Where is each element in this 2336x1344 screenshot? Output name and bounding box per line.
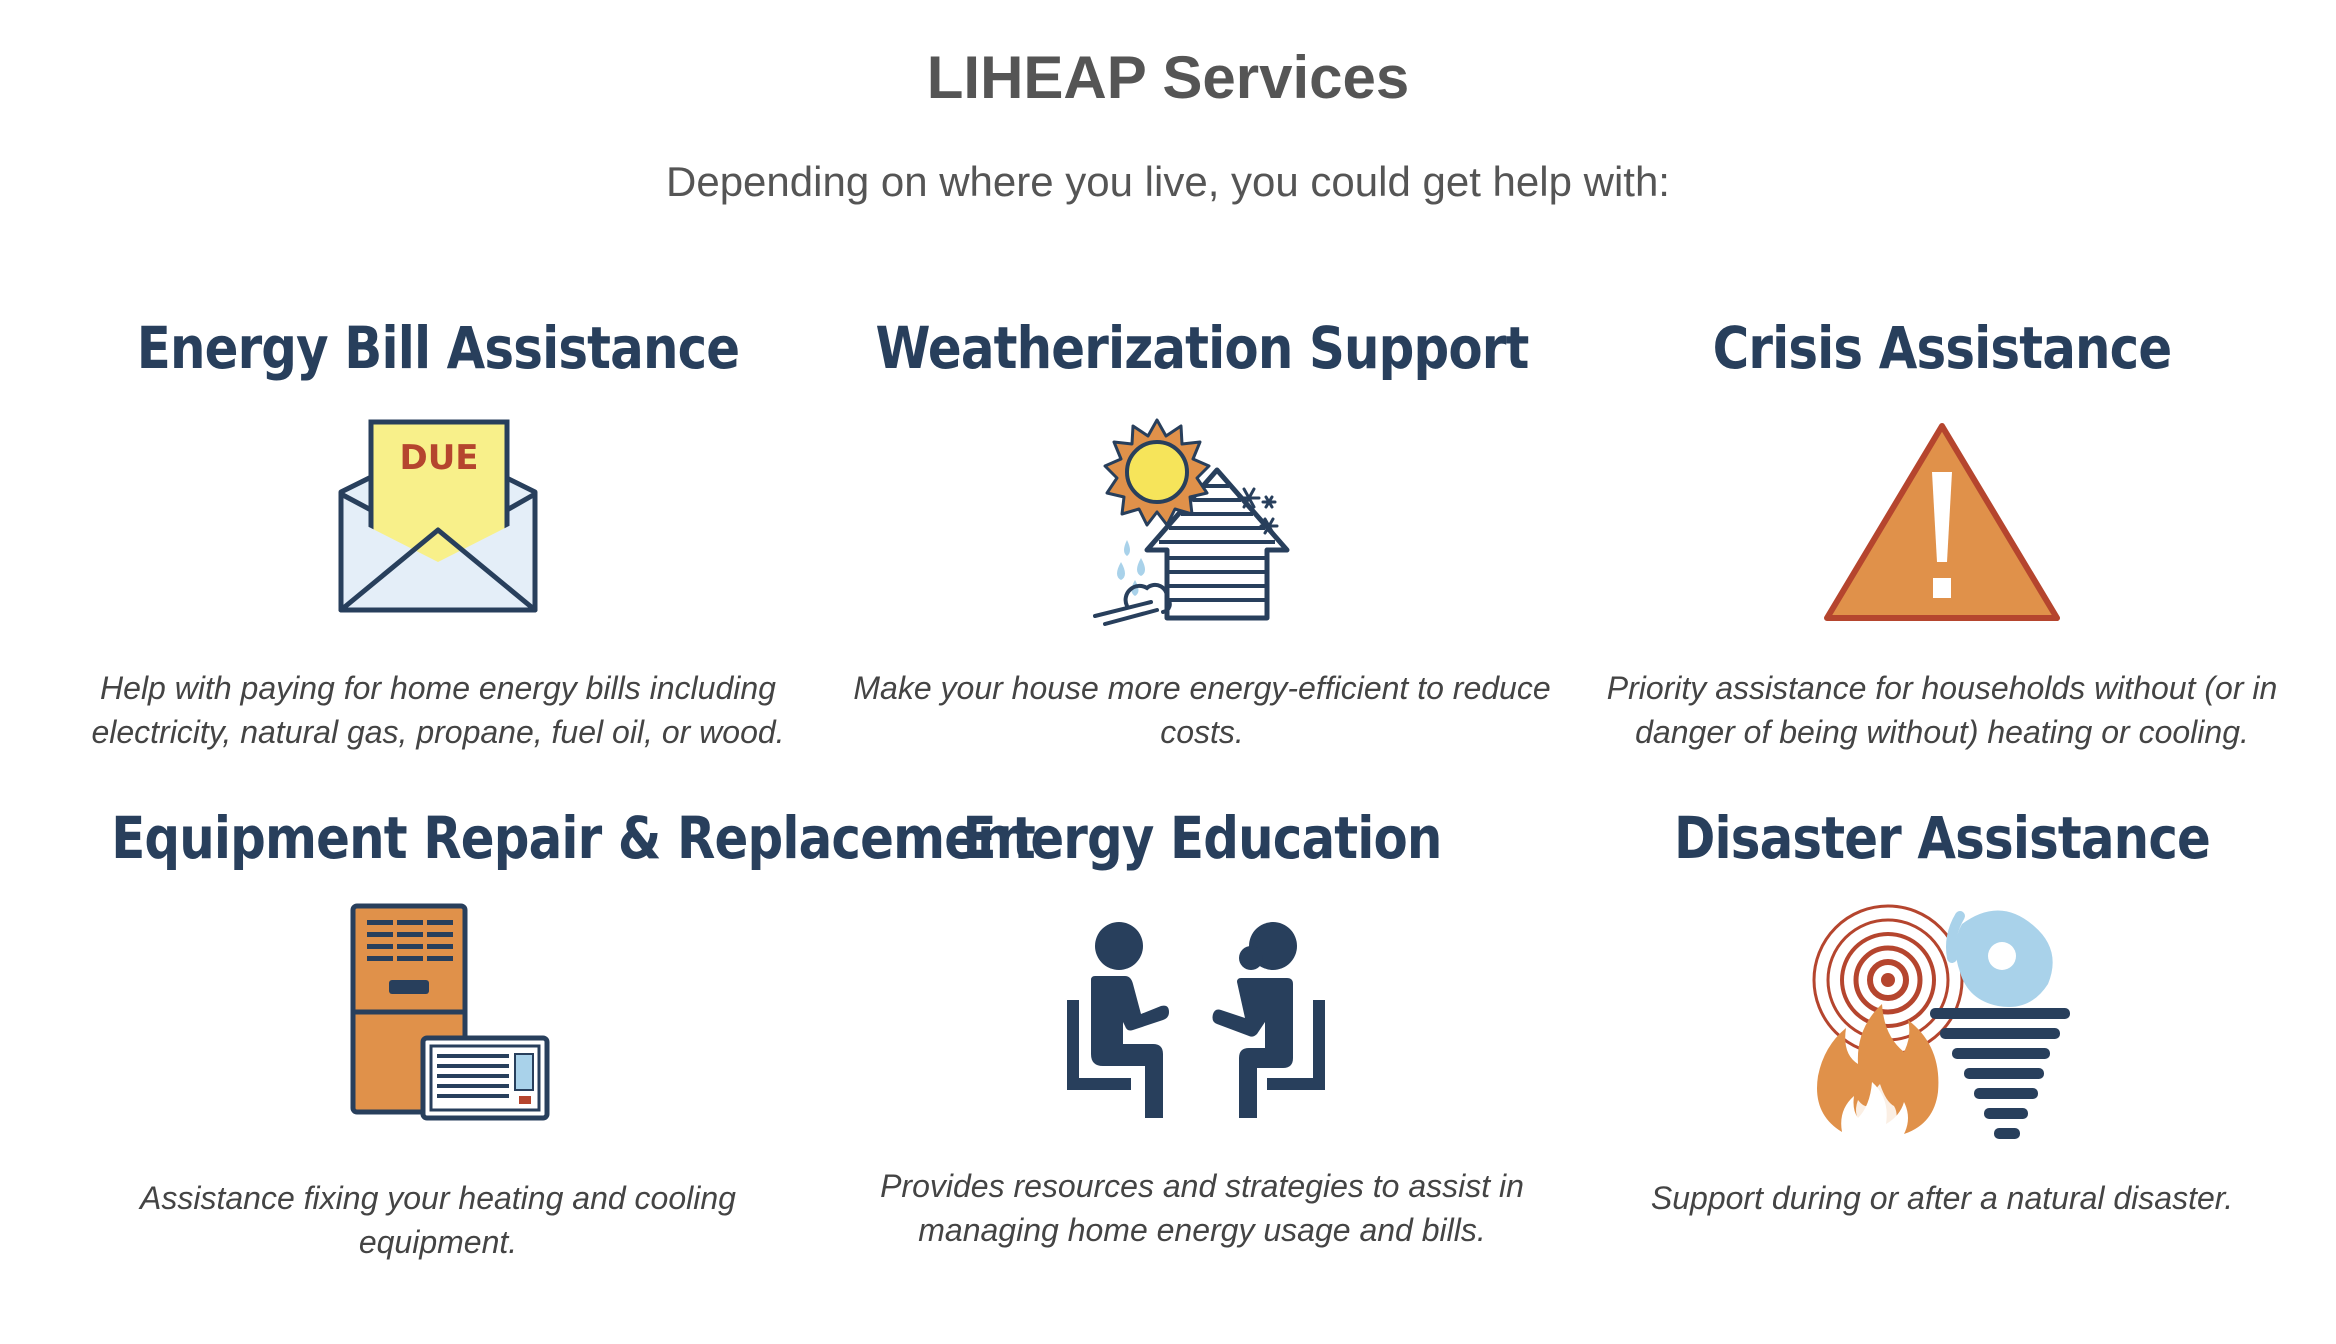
house-weather-icon <box>1087 410 1317 640</box>
service-description: Priority assistance for households without (or in danger of being without) heating or cooling. <box>1606 670 2278 750</box>
service-title: Energy Bill Assistance <box>136 314 740 382</box>
service-crisis-assistance <box>1562 308 2322 754</box>
service-title: Crisis Assistance <box>1712 314 2172 382</box>
service-description: Help with paying for home energy bills including electricity, natural gas, propane, fuel oil, or wood. <box>91 670 785 750</box>
envelope-due-bill-icon <box>323 414 553 634</box>
service-energy-bill-assistance <box>58 308 818 754</box>
page-title: LIHEAP Services <box>926 44 1410 111</box>
natural-disaster-icon <box>1812 896 2072 1146</box>
service-equipment-repair-replacement <box>58 798 1035 1264</box>
people-meeting-icon <box>1067 918 1337 1128</box>
warning-triangle-icon <box>1817 414 2067 634</box>
service-disaster-assistance <box>1562 798 2322 1220</box>
service-title: Energy Education <box>962 804 1442 872</box>
service-title: Weatherization Support <box>875 314 1529 382</box>
due-label: DUE <box>399 438 479 478</box>
service-title: Equipment Repair & Replacement <box>111 804 1035 872</box>
page-subtitle: Depending on where you live, you could get help with: <box>666 158 1670 205</box>
service-energy-education <box>822 798 1582 1252</box>
service-title: Disaster Assistance <box>1673 804 2211 872</box>
service-description: Make your house more energy-efficient to reduce costs. <box>853 670 1551 750</box>
furnace-ac-unit-icon <box>323 898 553 1128</box>
service-description: Support during or after a natural disaster. <box>1650 1180 2234 1216</box>
service-description: Assistance fixing your heating and cooling equipment. <box>140 1180 736 1260</box>
service-description: Provides resources and strategies to assist in managing home energy usage and bills. <box>880 1168 1524 1248</box>
service-weatherization-support <box>822 308 1582 754</box>
